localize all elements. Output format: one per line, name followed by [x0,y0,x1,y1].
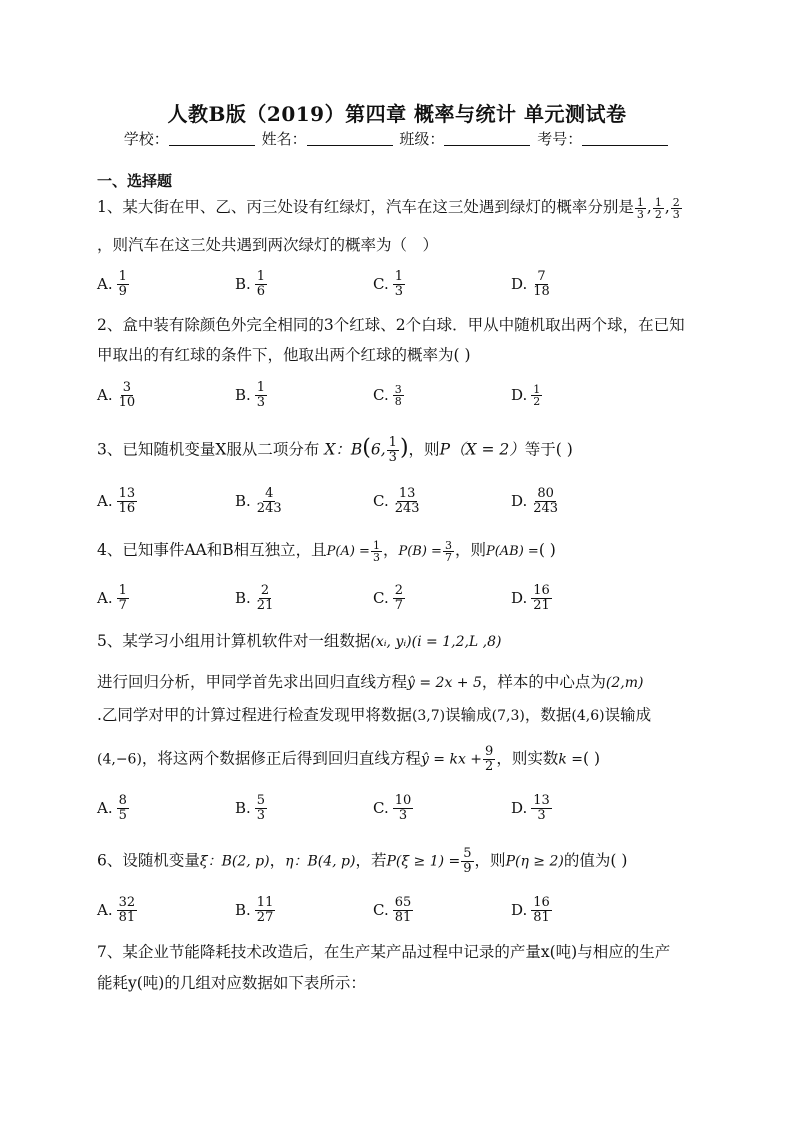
option-b[interactable]: B. $\frac{11}{27}$ [235,894,274,925]
question-5-line-1: 5、某学习小组用计算机软件对一组数据(xᵢ, yᵢ)(i = 1,2,L ,8) [97,632,502,650]
option-a[interactable]: A. $\frac{1}{9}$ [97,268,127,299]
question-2-line-2: 甲取出的有红球的条件下，他取出两个红球的概率为( ) [97,346,471,364]
question-7-line-2: 能耗y(吨)的几组对应数据如下表所示： [97,974,366,992]
class-blank[interactable] [444,131,530,146]
option-c[interactable]: C. $\frac{65}{81}$ [373,894,412,925]
option-b[interactable]: B. $\frac{5}{3}$ [235,792,266,823]
option-c[interactable]: C. $\frac{10}{3}$ [373,792,412,823]
exam-no-blank[interactable] [582,131,668,146]
question-7-line-1: 7、某企业节能降耗技术改造后，在生产某产品过程中记录的产量x(吨)与相应的生产 [97,943,671,961]
option-d[interactable]: D. $\frac{7}{18}$ [511,268,550,299]
question-1-line-1: 1、某大街在甲、乙、丙三处设有红绿灯，汽车在这三处遇到绿灯的概率分别是 $\frac{1}{3}$ , $\frac{1}{2}$ , $\frac{2}{3}$ [97,195,680,221]
name-label: 姓名： [261,130,307,148]
school-label: 学校： [123,130,169,148]
question-2-line-1: 2、盒中装有除颜色外完全相同的3个红球、2个白球．甲从中随机取出两个球，在已知 [97,316,685,334]
page-title: 人教B版（2019）第四章 概率与统计 单元测试卷 [167,102,627,126]
option-d[interactable]: D. $\frac{16}{81}$ [511,894,550,925]
option-b[interactable]: B. $\frac{2}{21}$ [235,582,274,613]
option-a[interactable]: A. $\frac{32}{81}$ [97,894,136,925]
question-6-options [97,890,697,930]
option-d[interactable]: D. $\frac{1}{2}$ [511,382,541,408]
question-1-options [97,264,697,304]
question-1-line-2: ，则汽车在这三处共遇到两次绿灯的概率为（ ） [97,236,439,254]
option-a[interactable]: A. $\frac{8}{5}$ [97,792,127,823]
question-3-line-1: 3、已知随机变量X服从二项分布 X：B(6, $\frac{1}{3}$ )，则P（X = 2）等于( ) [97,435,573,465]
option-a[interactable]: A. $\frac{1}{7}$ [97,582,127,613]
option-c[interactable]: C. $\frac{2}{7}$ [373,582,403,613]
option-b[interactable]: B. $\frac{1}{3}$ [235,379,266,410]
question-4-options [97,578,697,618]
question-5-line-4: (4,−6)，将这两个数据修正后得到回归直线方程ŷ = kx + $\frac{9}{2}$ ，则实数k =( ) [97,744,601,774]
question-5-line-2: 进行回归分析，甲同学首先求出回归直线方程ŷ = 2x + 5，样本的中心点为(2,m) [97,673,644,691]
option-b[interactable]: B. $\frac{1}{6}$ [235,268,266,299]
option-c[interactable]: C. $\frac{1}{3}$ [373,268,403,299]
class-label: 班级： [399,130,445,148]
section-heading: 一、选择题 [97,172,173,190]
question-6-line-1: 6、设随机变量ξ：B(2, p)，η：B(4, p)，若P(ξ ≥ 1) = $\frac{5}{9}$ ，则P(η ≥ 2)的值为( ) [97,846,628,876]
question-5-options [97,788,697,828]
option-a[interactable]: A. $\frac{13}{16}$ [97,485,136,516]
question-4-line-1: 4、已知事件AA和B相互独立，且P(A) = $\frac{1}{3}$ ，P(B) = $\frac{3}{7}$ ，则P(AB) =( ) [97,538,556,564]
option-d[interactable]: D. $\frac{13}{3}$ [511,792,550,823]
option-d[interactable]: D. $\frac{16}{21}$ [511,582,550,613]
student-info-line [0,128,794,149]
option-a[interactable]: A. $\frac{3}{10}$ [97,379,136,410]
question-5-line-3: .乙同学对甲的计算过程进行检查发现甲将数据(3,7)误输成(7,3)，数据(4,6)误输成 [97,706,652,724]
question-3-options [97,481,697,521]
option-c[interactable]: C. $\frac{13}{243}$ [373,485,420,516]
exam-no-label: 考号： [537,130,583,148]
option-c[interactable]: C. $\frac{3}{8}$ [373,382,402,408]
question-2-options [97,375,697,415]
option-d[interactable]: D. $\frac{80}{243}$ [511,485,559,516]
option-b[interactable]: B. $\frac{4}{243}$ [235,485,282,516]
name-blank[interactable] [307,131,393,146]
school-blank[interactable] [169,131,255,146]
